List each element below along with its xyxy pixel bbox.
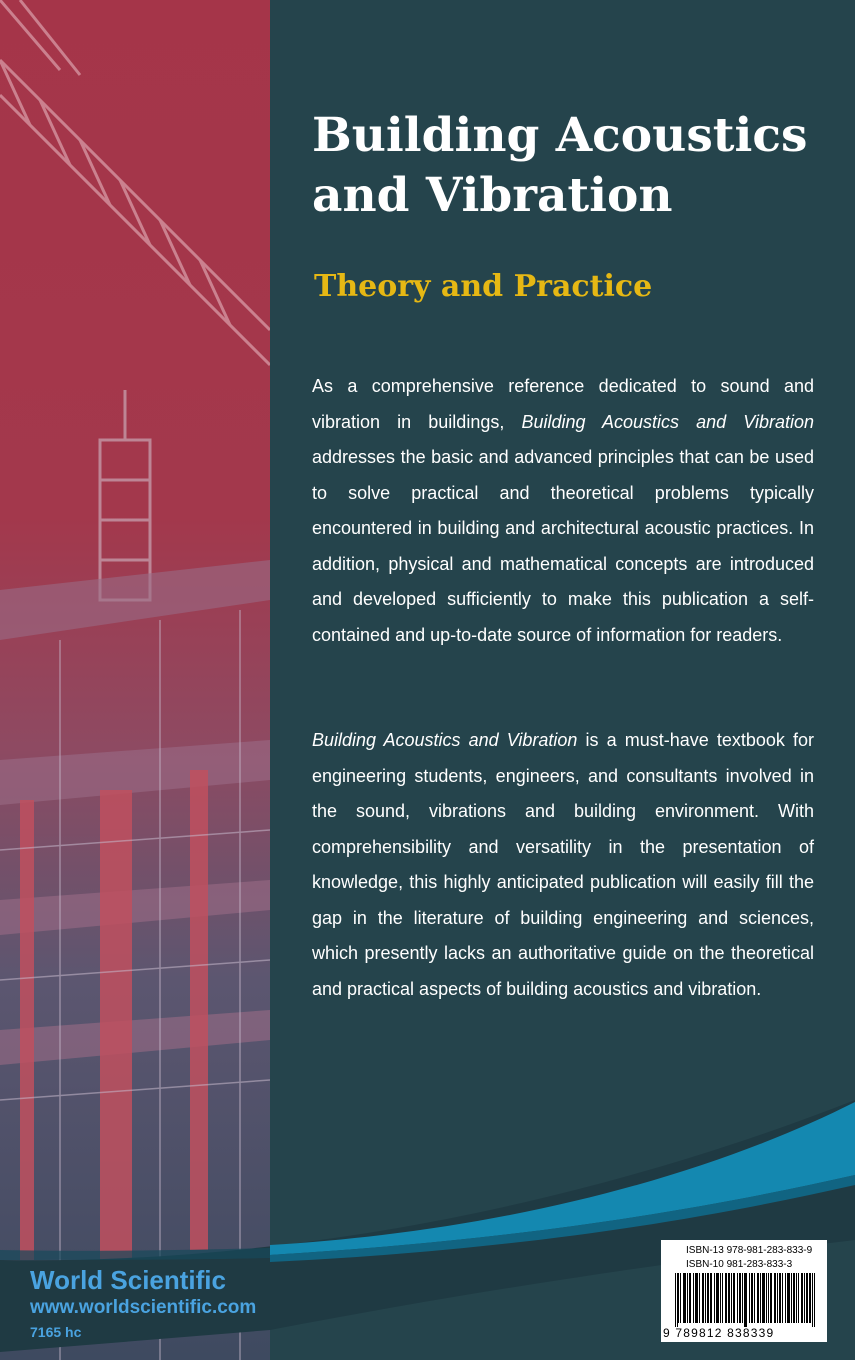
barcode-bar xyxy=(678,1273,679,1323)
barcode-bar xyxy=(710,1273,711,1323)
barcode-bar xyxy=(683,1273,684,1323)
blurb-p1-title: Building Acoustics and Vibration xyxy=(521,411,814,432)
barcode xyxy=(675,1273,815,1327)
blurb-paragraph-2 xyxy=(312,723,814,1007)
barcode-bar xyxy=(788,1273,789,1323)
barcode-bar xyxy=(690,1273,691,1323)
barcode-bar xyxy=(722,1273,723,1323)
title-line-1: Building Acoustics xyxy=(312,108,808,163)
barcode-bar xyxy=(771,1273,772,1323)
barcode-bar xyxy=(810,1273,811,1323)
barcode-bar xyxy=(689,1273,690,1323)
barcode-bar xyxy=(809,1273,810,1323)
title-line-2: and Vibration xyxy=(312,168,673,223)
barcode-bar xyxy=(696,1273,697,1323)
barcode-bar xyxy=(801,1273,802,1323)
barcode-bar xyxy=(708,1273,709,1323)
barcode-bar xyxy=(746,1273,747,1327)
isbn-barcode-box xyxy=(661,1240,827,1342)
barcode-bar xyxy=(796,1273,797,1323)
barcode-bar xyxy=(705,1273,706,1323)
barcode-bar xyxy=(774,1273,775,1323)
barcode-bar xyxy=(695,1273,696,1323)
barcode-bar xyxy=(728,1273,729,1323)
barcode-bar xyxy=(766,1273,767,1323)
blurb-p1-text-b: addresses the basic and advanced principles that can be used to solve practical and theoretical problems typically encountered in building and architectural acoustic practices. In addition, physical and mathematical concepts are introduced and developed sufficiently to make this publication a self-contained and up-to-date source of information for readers. xyxy=(312,447,814,645)
barcode-bar xyxy=(749,1273,750,1323)
barcode-bar xyxy=(718,1273,719,1323)
barcode-bar xyxy=(754,1273,755,1323)
barcode-bar xyxy=(763,1273,764,1323)
barcode-bar xyxy=(716,1273,717,1323)
barcode-bar xyxy=(707,1273,708,1323)
barcode-bar xyxy=(702,1273,703,1323)
barcode-bar xyxy=(685,1273,686,1323)
book-subtitle: Theory and Practice xyxy=(314,269,653,304)
barcode-bar xyxy=(739,1273,740,1323)
barcode-bar xyxy=(703,1273,704,1323)
barcode-bar xyxy=(699,1273,700,1323)
barcode-bar xyxy=(768,1273,769,1323)
barcode-bar xyxy=(812,1273,813,1327)
barcode-bar xyxy=(697,1273,698,1323)
barcode-bar xyxy=(714,1273,715,1323)
barcode-bar xyxy=(687,1273,688,1323)
barcode-bar xyxy=(777,1273,778,1323)
barcode-bar xyxy=(760,1273,761,1323)
barcode-bar xyxy=(740,1273,741,1323)
barcode-bar xyxy=(725,1273,726,1323)
barcode-bar xyxy=(752,1273,753,1323)
blurb-paragraph-1 xyxy=(312,369,814,653)
isbn-13: ISBN-13 978-981-283-833-9 xyxy=(686,1245,813,1256)
barcode-bar xyxy=(757,1273,758,1323)
barcode-bar xyxy=(770,1273,771,1323)
barcode-bar xyxy=(814,1273,815,1327)
barcode-bar xyxy=(680,1273,681,1323)
barcode-bar xyxy=(742,1273,743,1323)
barcode-bar xyxy=(733,1273,734,1323)
barcode-bar xyxy=(780,1273,781,1323)
barcode-bar xyxy=(806,1273,807,1323)
barcode-bar xyxy=(677,1273,678,1327)
barcode-bar xyxy=(751,1273,752,1323)
barcode-bar xyxy=(762,1273,763,1323)
barcode-bar xyxy=(775,1273,776,1323)
barcode-bar xyxy=(785,1273,786,1323)
book-title xyxy=(312,106,832,226)
barcode-bar xyxy=(779,1273,780,1323)
barcode-bar xyxy=(791,1273,792,1323)
blurb-p1-text-a: As a comprehensive reference dedicated to sound and vibration in buildings, xyxy=(312,376,814,432)
barcode-bar xyxy=(745,1273,746,1327)
barcode-bar xyxy=(684,1273,685,1323)
barcode-bar xyxy=(789,1273,790,1323)
barcode-bar xyxy=(794,1273,795,1323)
barcode-bar xyxy=(764,1273,765,1323)
barcode-bar xyxy=(793,1273,794,1323)
barcode-bar xyxy=(758,1273,759,1323)
barcode-bar xyxy=(804,1273,805,1323)
publisher-name: World Scientific xyxy=(30,1265,226,1295)
barcode-bar xyxy=(720,1273,721,1323)
barcode-bar xyxy=(711,1273,712,1323)
blurb-p2-title: Building Acoustics and Vibration xyxy=(312,730,578,750)
blurb-p2-text: is a must-have textbook for engineering students, engineers, and consultants involved in the sound, vibrations and building environment. With comprehensibility and versatility in the presentation of knowledge, this highly anticipated publication will easily fill the gap in the literature of building engineering and sciences, which presently lacks an authoritative guide on the theoretical and practical aspects of building acoustics and vibration. xyxy=(312,730,814,999)
barcode-bar xyxy=(807,1273,808,1323)
barcode-bar xyxy=(744,1273,745,1327)
barcode-digits: 9 789812 838339 xyxy=(663,1326,775,1340)
barcode-bar xyxy=(782,1273,783,1323)
barcode-bar xyxy=(675,1273,676,1327)
product-code: 7165 hc xyxy=(30,1324,82,1340)
barcode-bar xyxy=(734,1273,735,1323)
barcode-bar xyxy=(787,1273,788,1323)
publisher-website: www.worldscientific.com xyxy=(30,1297,257,1318)
barcode-bar xyxy=(798,1273,799,1323)
isbn-10: ISBN-10 981-283-833-3 xyxy=(686,1259,793,1270)
barcode-bar xyxy=(693,1273,694,1323)
barcode-bar xyxy=(802,1273,803,1323)
barcode-bar xyxy=(717,1273,718,1323)
barcode-bar xyxy=(729,1273,730,1323)
barcode-bar xyxy=(737,1273,738,1323)
barcode-bar xyxy=(731,1273,732,1323)
barcode-bar xyxy=(726,1273,727,1323)
